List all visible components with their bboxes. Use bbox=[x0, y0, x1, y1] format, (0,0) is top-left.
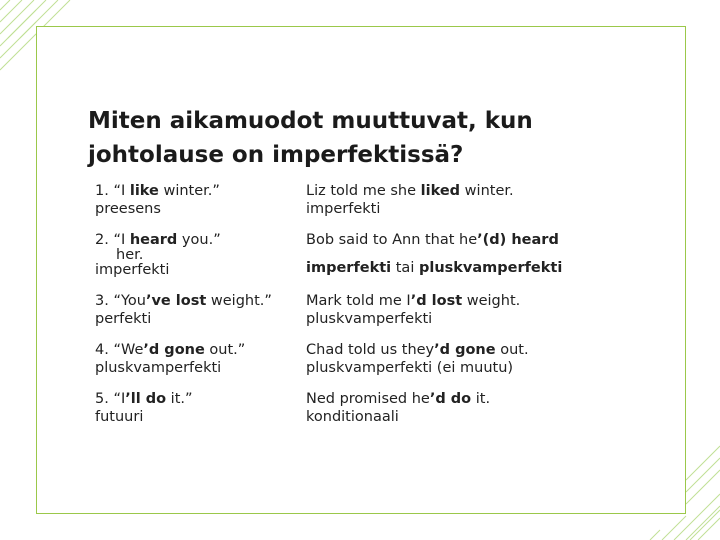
tense-label: perfekti bbox=[95, 311, 152, 327]
example-3-reported: Mark told me I’d lost weight. pluskvamperfekti bbox=[306, 292, 636, 328]
tense-label: pluskvamperfekti bbox=[306, 311, 433, 327]
title-line-1: Miten aikamuodot muuttuvat, kun bbox=[88, 108, 533, 134]
example-5-direct: 5. “I’ll do it.” futuuri bbox=[95, 390, 295, 426]
tense-label: imperfekti tai pluskvamperfekti bbox=[306, 260, 563, 276]
tense-label: imperfekti bbox=[306, 201, 381, 217]
example-2-reported: Bob said to Ann that he’(d) heard imperfekti tai pluskvamperfekti bbox=[306, 231, 636, 277]
example-4-direct: 4. “We’d gone out.” pluskvamperfekti bbox=[95, 341, 295, 377]
example-2-direct: 2. “I heard you.” her. imperfekti bbox=[95, 231, 295, 279]
title-line-2: johtolause on imperfektissä? bbox=[88, 142, 464, 168]
example-4-reported: Chad told us they’d gone out. pluskvamperfekti (ei muutu) bbox=[306, 341, 636, 377]
tense-label: preesens bbox=[95, 201, 161, 217]
example-1-direct: 1. “I like winter.” preesens bbox=[95, 182, 295, 218]
example-5-reported: Ned promised he’d do it. konditionaali bbox=[306, 390, 636, 426]
slide-title bbox=[88, 104, 648, 172]
tense-label: pluskvamperfekti (ei muutu) bbox=[306, 360, 514, 376]
tense-label: futuuri bbox=[95, 409, 144, 425]
tense-label: konditionaali bbox=[306, 409, 399, 425]
example-3-direct: 3. “You’ve lost weight.” perfekti bbox=[95, 292, 295, 328]
tense-label: imperfekti bbox=[95, 262, 170, 278]
tense-label: pluskvamperfekti bbox=[95, 360, 222, 376]
example-1-reported: Liz told me she liked winter. imperfekti bbox=[306, 182, 636, 218]
